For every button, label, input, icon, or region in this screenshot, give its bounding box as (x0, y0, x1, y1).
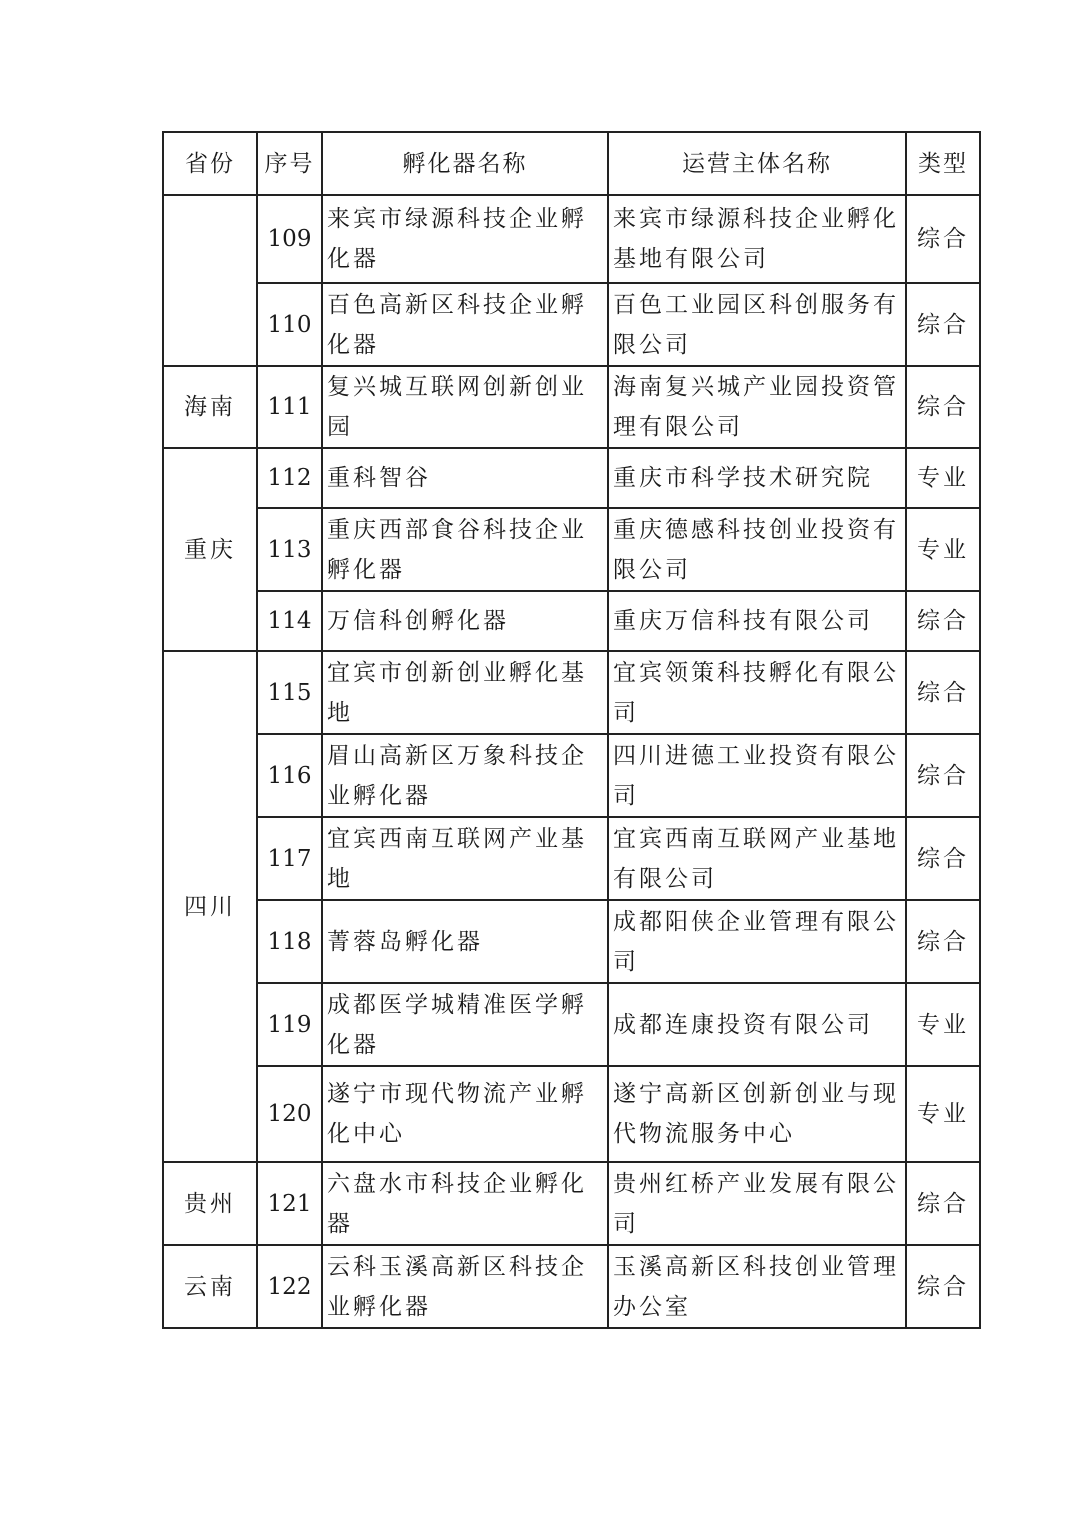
incubator-name-cell: 成都医学城精准医学孵化器 (322, 983, 608, 1066)
table-row (163, 900, 980, 983)
incubator-name-cell: 眉山高新区万象科技企业孵化器 (322, 734, 608, 817)
operator-name-cell: 贵州红桥产业发展有限公司 (608, 1162, 906, 1245)
seq-cell: 122 (257, 1245, 322, 1328)
type-cell: 综合 (906, 591, 980, 651)
table-row (163, 448, 980, 508)
table-row (163, 591, 980, 651)
operator-name-cell: 重庆市科学技术研究院 (608, 448, 906, 508)
type-cell: 综合 (906, 651, 980, 734)
header-province: 省份 (163, 132, 257, 195)
seq-cell: 115 (257, 651, 322, 734)
table-row (163, 1245, 980, 1328)
operator-name-cell: 重庆万信科技有限公司 (608, 591, 906, 651)
seq-cell: 113 (257, 508, 322, 591)
seq-cell: 117 (257, 817, 322, 900)
type-cell: 综合 (906, 817, 980, 900)
table-row (163, 195, 980, 283)
operator-name-cell: 成都阳侠企业管理有限公司 (608, 900, 906, 983)
seq-cell: 110 (257, 283, 322, 366)
seq-cell: 111 (257, 366, 322, 448)
incubator-name-cell: 万信科创孵化器 (322, 591, 608, 651)
operator-name-cell: 重庆德感科技创业投资有限公司 (608, 508, 906, 591)
type-cell: 综合 (906, 366, 980, 448)
seq-cell: 116 (257, 734, 322, 817)
incubator-name-cell: 重科智谷 (322, 448, 608, 508)
header-incubator: 孵化器名称 (322, 132, 608, 195)
type-cell: 综合 (906, 734, 980, 817)
incubator-name-cell: 重庆西部食谷科技企业孵化器 (322, 508, 608, 591)
incubator-name-cell: 宜宾市创新创业孵化基地 (322, 651, 608, 734)
type-cell: 综合 (906, 195, 980, 283)
province-cell (163, 195, 257, 366)
operator-name-cell: 来宾市绿源科技企业孵化基地有限公司 (608, 195, 906, 283)
table-row (163, 817, 980, 900)
seq-cell: 109 (257, 195, 322, 283)
incubator-table (162, 131, 981, 1329)
type-cell: 综合 (906, 283, 980, 366)
operator-name-cell: 宜宾西南互联网产业基地有限公司 (608, 817, 906, 900)
table-row (163, 983, 980, 1066)
seq-cell: 112 (257, 448, 322, 508)
operator-name-cell: 成都连康投资有限公司 (608, 983, 906, 1066)
seq-cell: 119 (257, 983, 322, 1066)
type-cell: 专业 (906, 508, 980, 591)
incubator-name-cell: 云科玉溪高新区科技企业孵化器 (322, 1245, 608, 1328)
table-row (163, 734, 980, 817)
incubator-name-cell: 复兴城互联网创新创业园 (322, 366, 608, 448)
seq-cell: 121 (257, 1162, 322, 1245)
operator-name-cell: 四川进德工业投资有限公司 (608, 734, 906, 817)
seq-cell: 118 (257, 900, 322, 983)
header-seq: 序号 (257, 132, 322, 195)
operator-name-cell: 海南复兴城产业园投资管理有限公司 (608, 366, 906, 448)
header-type: 类型 (906, 132, 980, 195)
incubator-name-cell: 遂宁市现代物流产业孵化中心 (322, 1066, 608, 1162)
type-cell: 综合 (906, 1245, 980, 1328)
incubator-name-cell: 百色高新区科技企业孵化器 (322, 283, 608, 366)
operator-name-cell: 宜宾领策科技孵化有限公司 (608, 651, 906, 734)
incubator-name-cell: 宜宾西南互联网产业基地 (322, 817, 608, 900)
type-cell: 专业 (906, 983, 980, 1066)
table-row (163, 508, 980, 591)
operator-name-cell: 百色工业园区科创服务有限公司 (608, 283, 906, 366)
operator-name-cell: 遂宁高新区创新创业与现代物流服务中心 (608, 1066, 906, 1162)
province-cell: 云南 (163, 1245, 257, 1328)
header-row (163, 132, 980, 195)
province-cell: 重庆 (163, 448, 257, 651)
seq-cell: 120 (257, 1066, 322, 1162)
province-cell: 四川 (163, 651, 257, 1162)
table-row (163, 1066, 980, 1162)
type-cell: 专业 (906, 1066, 980, 1162)
table-row (163, 366, 980, 448)
table-row (163, 1162, 980, 1245)
seq-cell: 114 (257, 591, 322, 651)
incubator-name-cell: 来宾市绿源科技企业孵化器 (322, 195, 608, 283)
type-cell: 专业 (906, 448, 980, 508)
province-cell: 贵州 (163, 1162, 257, 1245)
province-cell: 海南 (163, 366, 257, 448)
table-row (163, 283, 980, 366)
header-operator: 运营主体名称 (608, 132, 906, 195)
type-cell: 综合 (906, 1162, 980, 1245)
incubator-name-cell: 菁蓉岛孵化器 (322, 900, 608, 983)
operator-name-cell: 玉溪高新区科技创业管理办公室 (608, 1245, 906, 1328)
type-cell: 综合 (906, 900, 980, 983)
incubator-name-cell: 六盘水市科技企业孵化器 (322, 1162, 608, 1245)
table-row (163, 651, 980, 734)
